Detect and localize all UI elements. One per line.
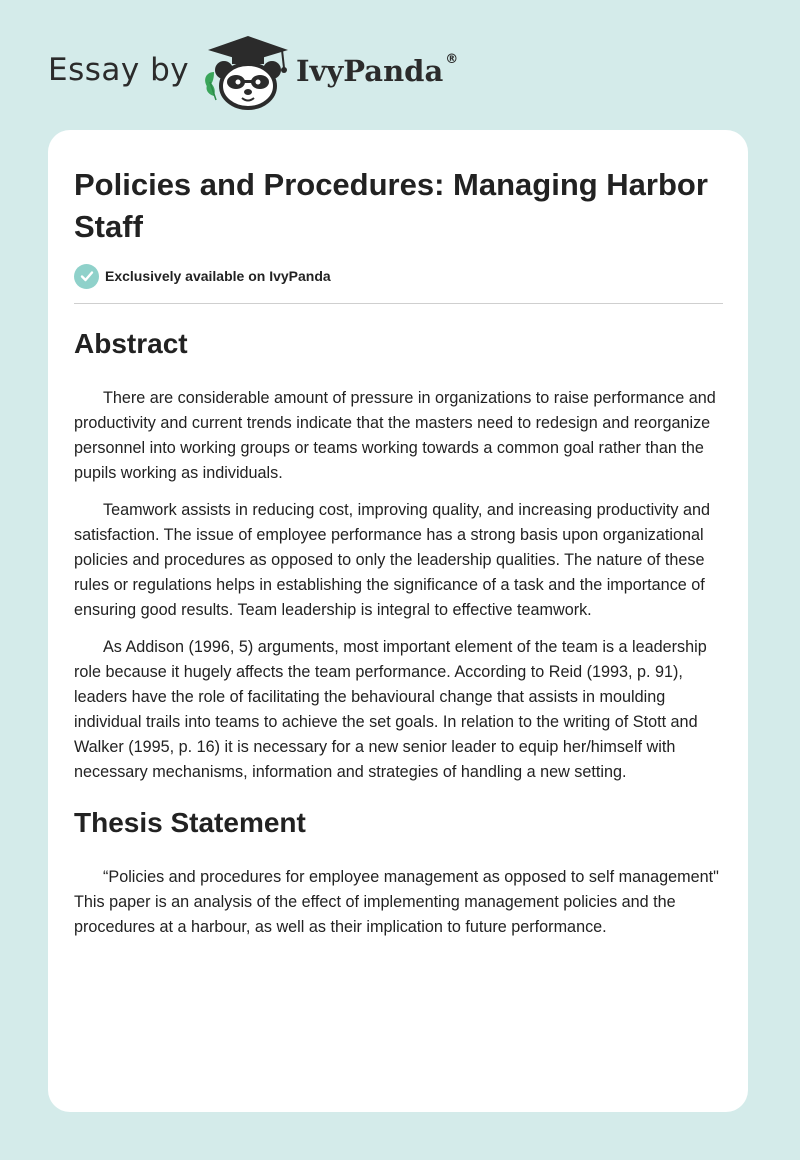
- panda-graduate-icon: [200, 34, 296, 110]
- exclusive-badge-text: Exclusively available on IvyPanda: [105, 268, 331, 284]
- divider: [74, 303, 723, 304]
- leaf-icon: [205, 72, 216, 100]
- registered-mark: ®: [445, 52, 459, 67]
- essay-card: [48, 130, 748, 1112]
- checkmark-icon: [74, 264, 99, 289]
- essay-by-label: Essay by: [48, 52, 190, 88]
- paragraph: Teamwork assists in reducing cost, improving quality, and increasing productivity and satisfaction. The issue of employee performance has a strong basis upon organizational policies and procedures as opposed to only the leadership qualities. The nature of these rules or regulations helps in establishing the significance of a task and the importance of ensuring good results. Team leadership is integral to effective teamwork.: [74, 501, 711, 619]
- paragraph: There are considerable amount of pressure in organizations to raise performance and productivity and current trends indicate that the masters need to redesign and reorganize personnel into working groups or teams working towards a common goal rather than the pupils working as individuals.: [74, 389, 716, 482]
- section-heading-abstract: Abstract: [74, 328, 188, 359]
- brand-name[interactable]: IvyPanda ®: [296, 52, 459, 88]
- essay-content: [74, 320, 722, 952]
- page-title: Policies and Procedures: Managing Harbor Staff: [74, 167, 708, 244]
- ivypanda-logo[interactable]: [200, 34, 296, 110]
- paragraph: “Policies and procedures for employee management as opposed to self management" This paper is an analysis of the effect of implementing management policies and the procedures at a harbour, as well as their implication to future performance.: [74, 868, 719, 936]
- paragraph: As Addison (1996, 5) arguments, most important element of the team is a leadership role because it hugely affects the team performance. According to Reid (1993, p. 91), leaders have the role of facilitating the behavioural change that assists in moulding individual trails into teams to achieve the set goals. In relation to the writing of Stott and Walker (1995, p. 16) it is necessary for a new senior leader to equip her/himself with necessary mechanisms, information and strategies of handling a new setting.: [74, 638, 707, 781]
- site-header: [48, 34, 548, 114]
- exclusive-badge: [74, 263, 331, 289]
- section-heading-thesis: Thesis Statement: [74, 807, 306, 838]
